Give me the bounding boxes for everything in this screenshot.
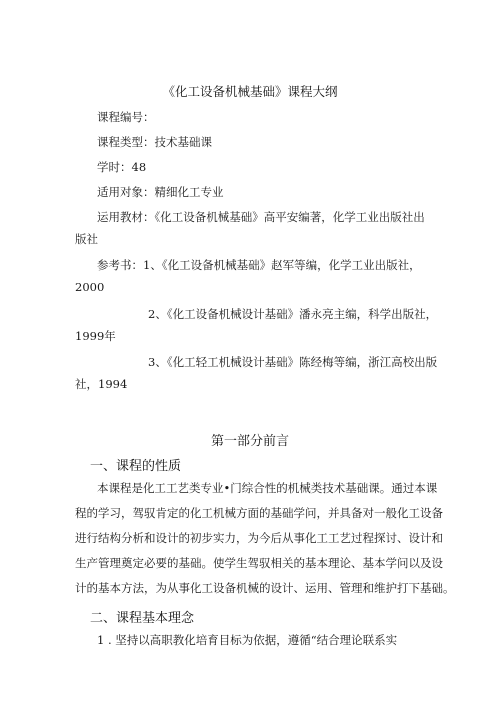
- reference-3-line-1: 3、《化工轻工机械设计基础》陈经梅等编，浙江高校出版: [148, 355, 438, 369]
- course-type: 课程类型：技术基础课: [97, 135, 212, 149]
- section-1-paragraph-line: 本课程是化工工艺类专业•门综合性的机械类技术基础课。通过本课: [97, 481, 438, 495]
- section-1-paragraph-line: 生产管理奠定必要的基础。使学生驾驭相关的基本理论、基本学问以及设: [75, 556, 443, 570]
- reference-2-line-2: 1999年: [75, 329, 116, 343]
- section-1-paragraph-line: 进行结构分析和设计的初步实力，为今后从事化工工艺过程探讨、设计和: [75, 531, 443, 545]
- section-2-paragraph-line: 1 . 坚持以高职教化培育目标为依据，遵循“结合理论联系实: [97, 633, 398, 647]
- part-heading: 第一部分前言: [210, 434, 289, 449]
- section-2-heading: 二、课程基本理念: [90, 611, 195, 626]
- section-1-heading: 一、课程的性质: [90, 459, 182, 474]
- textbook-line-1: 运用教材：《化工设备机械基础》高平安编著，化学工业出版社出: [97, 210, 425, 224]
- reference-1-line-1: 参考书：1、《化工设备机械基础》赵军等编，化学工业出版社，: [97, 258, 421, 272]
- course-hours: 学时：48: [97, 160, 147, 174]
- reference-3-line-2: 社，1994: [75, 377, 128, 391]
- course-audience: 适用对象：精细化工专业: [97, 185, 224, 199]
- reference-2-line-1: 2、《化工设备机械设计基础》潘永亮主编，科学出版社，: [148, 307, 438, 321]
- reference-1-line-2: 2000: [75, 280, 105, 294]
- document-title: 《化工设备机械基础》课程大纲: [162, 84, 338, 99]
- section-1-paragraph-line: 计的基本方法，为从事化工设备机械的设计、运用、管理和维护打下基础。: [75, 581, 455, 595]
- course-code: 课程编号：: [97, 110, 155, 124]
- section-1-paragraph-line: 程的学习，驾驭肯定的化工机械方面的基础学问，并具备对一般化工设备: [75, 506, 443, 520]
- textbook-line-2: 版社: [75, 232, 98, 246]
